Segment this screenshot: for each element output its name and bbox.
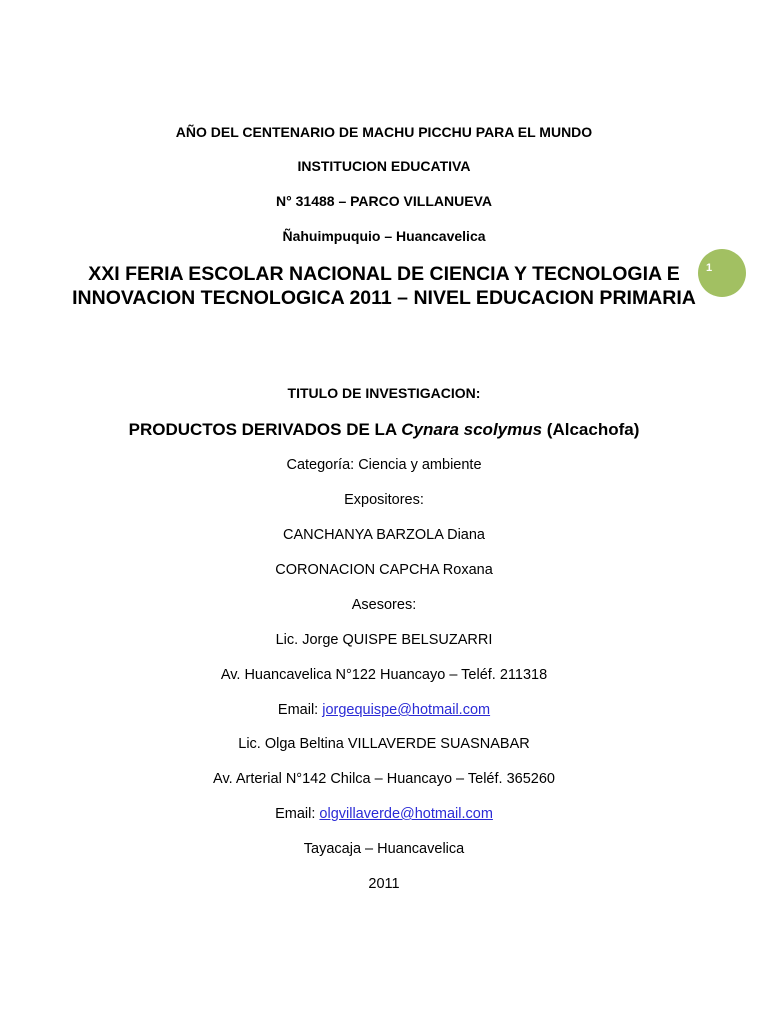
advisor-address: Av. Huancavelica N°122 Huancayo – Teléf. 211318 <box>220 667 548 683</box>
scientific-name: Cynara scolymus <box>401 420 543 439</box>
advisor-email-link[interactable]: olgvillaverde@hotmail.com <box>319 806 493 822</box>
footer-place: Tayacaja – Huancavelica <box>303 841 465 857</box>
category: Categoría: Ciencia y ambiente <box>286 457 482 473</box>
advisor-name: Lic. Jorge QUISPE BELSUZARRI <box>275 632 493 648</box>
page-number-badge <box>698 249 746 297</box>
presenters-label: Expositores: <box>344 492 424 508</box>
presenter-name: CORONACION CAPCHA Roxana <box>275 562 493 578</box>
advisors-label: Asesores: <box>351 597 417 613</box>
footer-year: 2011 <box>368 876 400 892</box>
institution-label: INSTITUCION EDUCATIVA <box>297 158 471 174</box>
research-title <box>0 420 768 440</box>
email-label: Email: <box>277 702 323 718</box>
advisor-name: Lic. Olga Beltina VILLAVERDE SUASNABAR <box>238 736 530 752</box>
advisor-email-line <box>0 806 768 822</box>
research-label: TITULO DE INVESTIGACION: <box>287 385 481 401</box>
institution-location: Ñahuimpuquio – Huancavelica <box>282 228 486 244</box>
presenter-name: CANCHANYA BARZOLA Diana <box>283 527 485 543</box>
advisor-address: Av. Arterial N°142 Chilca – Huancayo – Teléf. 365260 <box>213 771 555 787</box>
year-motto: AÑO DEL CENTENARIO DE MACHU PICCHU PARA EL MUNDO <box>175 124 593 140</box>
event-title: XXI FERIA ESCOLAR NACIONAL DE CIENCIA Y TECNOLOGIA E INNOVACION TECNOLOGICA 2011 – NIVEL EDUCACION PRIMARIA <box>72 263 696 309</box>
advisor-email-link[interactable]: jorgequispe@hotmail.com <box>322 702 491 718</box>
advisor-email-line <box>0 702 768 718</box>
institution-number: N° 31488 – PARCO VILLANUEVA <box>276 193 492 209</box>
common-name: (Alcachofa) <box>542 420 640 439</box>
page-number: 1 <box>706 262 713 274</box>
research-title-prefix: PRODUCTOS DERIVADOS DE LA <box>128 420 402 439</box>
email-label: Email: <box>275 806 320 822</box>
